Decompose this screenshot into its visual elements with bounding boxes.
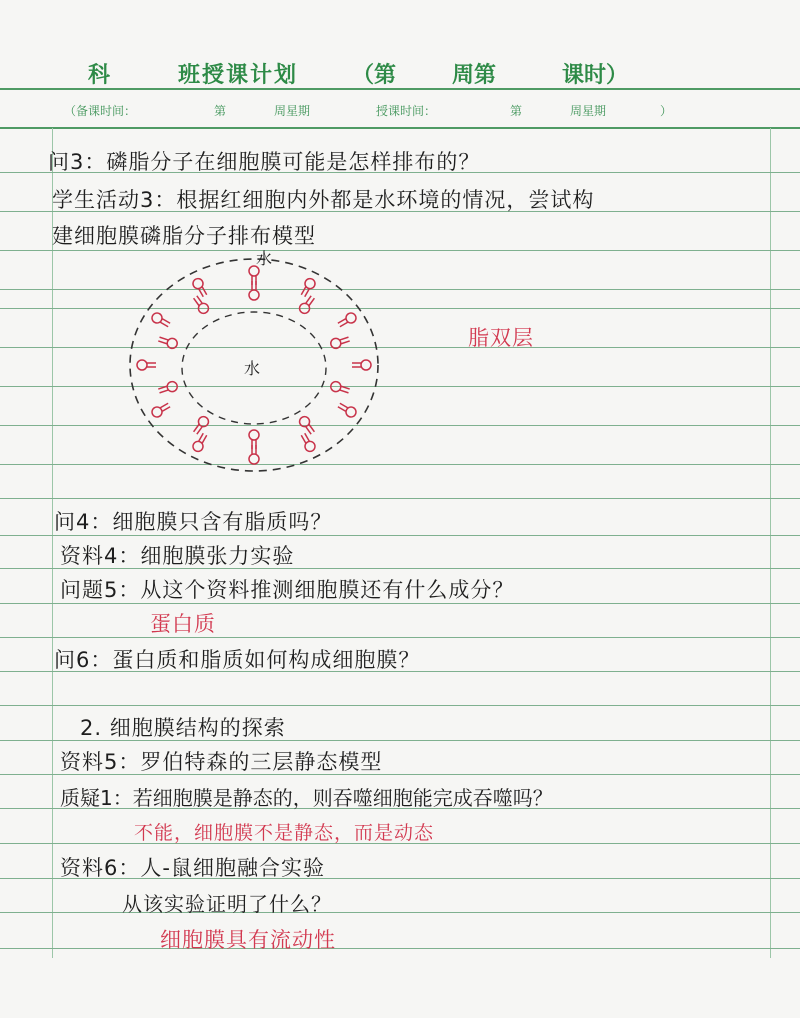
phospholipid-icon [336,311,357,329]
phospholipid-icon [249,430,259,449]
header-close: ） [660,104,673,118]
answer-doubt-1: 不能，细胞膜不是静态，而是动态 [134,822,435,844]
header-prep-week: 周星期 [274,104,311,118]
phospholipid-icon [191,415,210,436]
header-rule-bottom [0,127,800,129]
question-5: 问题5：从这个资料推测细胞膜还有什么成分？ [60,578,515,602]
material-4: 资料4：细胞膜张力实验 [60,544,295,568]
header-plan: 班授课计划 [178,63,299,88]
activity-3-line2: 建细胞膜磷脂分子排布模型 [52,224,316,248]
inner-water-label: 水 [244,359,261,378]
header-rule-top [0,88,800,90]
phospholipid-icon [150,311,171,329]
margin-line [52,128,53,958]
answer-5: 蛋白质 [150,612,216,636]
phospholipid-icon [336,401,357,419]
question-6: 问6：蛋白质和脂质如何构成细胞膜？ [54,648,421,672]
header-subject: 科 [88,63,111,88]
ruled-line [0,637,800,638]
phospholipid-icon [137,360,156,370]
phospholipid-icon [157,334,178,349]
header-teach-no: 第 [510,104,523,118]
header-period: 课时） [562,63,629,88]
phospholipid-icon [191,294,210,315]
phospholipid-icon [329,380,350,395]
phospholipid-icon [150,401,171,419]
header-prep-label: （备课时间： [64,104,137,118]
answer-6: 细胞膜具有流动性 [160,928,336,952]
phospholipid-icon [298,415,317,436]
section-2-heading: 2. 细胞膜结构的探索 [80,716,286,740]
material-5: 资料5：罗伯特森的三层静态模型 [60,750,383,774]
ruled-line [0,705,800,706]
phospholipid-icon [191,277,209,298]
header-week-open: （第 [352,63,397,88]
phospholipid-icon [299,277,317,298]
outer-water-label: 水 [256,249,273,268]
phospholipid-icon [249,266,259,285]
phospholipid-icon [299,432,317,453]
ruled-line [0,948,800,949]
material-6-question: 从该实验证明了什么？ [122,892,332,916]
bilayer-label: 脂双层 [468,326,534,350]
header-teach-week: 周星期 [570,104,607,118]
ruled-line [0,498,800,499]
phospholipid-bilayer-diagram [120,240,420,490]
phospholipid-icon [352,360,371,370]
phospholipid-icon [249,281,259,300]
question-4: 问4：细胞膜只含有脂质吗？ [54,510,333,534]
phospholipid-icon [298,294,317,315]
header-teach-label: 授课时间： [376,104,437,118]
question-3: 问3：磷脂分子在细胞膜可能是怎样排布的？ [48,150,481,174]
header-week: 周第 [452,63,497,88]
phospholipid-icon [191,432,209,453]
ruled-line [0,912,800,913]
material-6: 资料6：人-鼠细胞融合实验 [60,856,325,880]
phospholipid-icon [329,334,350,349]
phospholipid-icon [249,445,259,464]
phospholipid-icon [157,380,178,395]
doubt-1: 质疑1：若细胞膜是静态的，则吞噬细胞能完成吞噬吗？ [60,786,553,810]
right-margin-line [770,128,771,958]
header-prep-no: 第 [214,104,227,118]
activity-3-line1: 学生活动3：根据红细胞内外都是水环境的情况，尝试构 [52,188,595,212]
